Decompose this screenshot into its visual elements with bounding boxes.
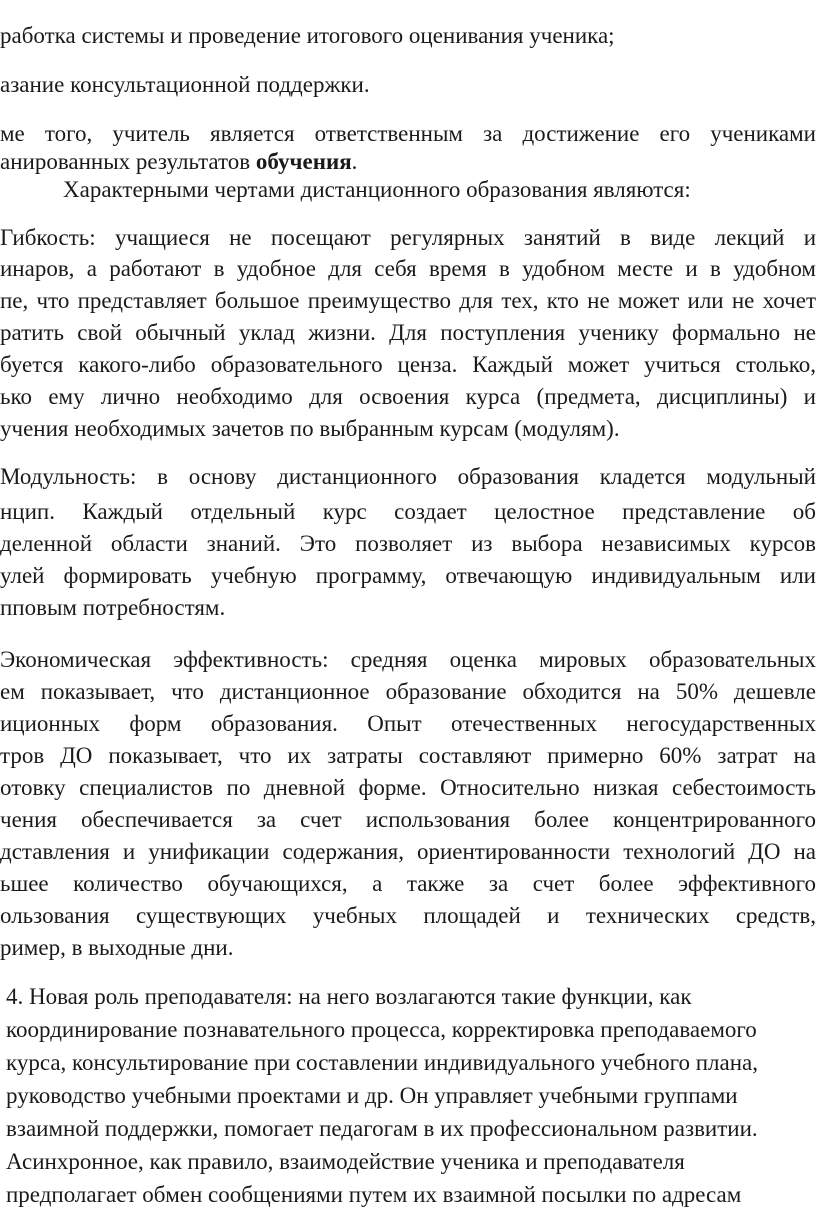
text-line: ользования существующих учебных площадей и технических средств, [0,903,816,928]
text-line: отовку специалистов по дневной форме. Относительно низкая себестоимость [0,775,816,800]
text-line: буется какого-либо образовательного ценза. Каждый может учиться столько, [0,352,816,377]
text-line: инаров, а работают в удобное для себя время в удобном месте и в удобном [0,256,816,281]
text-line: Модульность: в основу дистанционного образования кладется модульный [0,464,816,489]
text-line: улей формировать учебную программу, отвечающую индивидуальным или [0,563,816,588]
text-line: ратить свой обычный уклад жизни. Для поступления ученику формально не [0,320,816,345]
text-line: дставления и унификации содержания, ориентированности технологий ДО на [0,839,816,864]
text-line: работка системы и проведение итогового оценивания ученика; [0,23,615,48]
text-line: азание консультационной поддержки. [0,72,370,97]
text-line: руководство учебными проектами и др. Он управляет учебными группами [6,1083,738,1108]
text-line: тров ДО показывает, что их затраты составляют примерно 60% затрат на [0,743,816,768]
text-line: Экономическая эффективность: средняя оценка мировых образовательных [0,647,816,672]
text-line: ме того, учитель является ответственным за достижение его учениками [0,121,816,146]
text-line: чения обеспечивается за счет использования более концентрированного [0,807,816,832]
text-line: пповым потребностям. [0,595,226,620]
text-line [0,148,357,176]
text-line: деленной области знаний. Это позволяет из выбора независимых курсов [0,531,816,556]
text-line: ем показывает, что дистанционное образование обходится на 50% дешевле [0,679,816,704]
text-line: учения необходимых зачетов по выбранным курсам (модулям). [0,416,620,441]
text-line: Гибкость: учащиеся не посещают регулярных занятий в виде лекций и [0,225,816,250]
text-line: 4. Новая роль преподавателя: на него возлагаются такие функции, как [6,984,692,1009]
text-run: . [351,149,358,174]
text-line: взаимной поддержки, помогает педагогам в их профессиональном развитии. [6,1116,758,1141]
text-line: курса, консультирование при составлении индивидуального учебного плана, [6,1050,759,1075]
text-line: пе, что представляет большое преимущество для тех, кто не может или не хочет [0,288,816,313]
text-run: анированных результатов [0,149,256,174]
text-line: иционных форм образования. Опыт отечественных негосударственных [0,711,816,736]
text-line: Асинхронное, как правило, взаимодействие ученика и преподавателя [6,1149,685,1174]
text-line: ример, в выходные дни. [0,935,234,960]
text-line: предполагает обмен сообщениями путем их взаимной посылки по адресам [6,1182,742,1207]
bold-term: обучения [255,149,352,174]
section-heading: Характерными чертами дистанционного образования являются: [63,177,691,202]
text-line: ько ему лично необходимо для освоения курса (предмета, дисциплины) и [0,384,816,409]
text-line: координирование познавательного процесса, корректировка преподаваемого [6,1017,757,1042]
text-line: нцип. Каждый отдельный курс создает целостное представление об [0,499,816,524]
text-line: ьшее количество обучающихся, а также за счет более эффективного [0,871,816,896]
